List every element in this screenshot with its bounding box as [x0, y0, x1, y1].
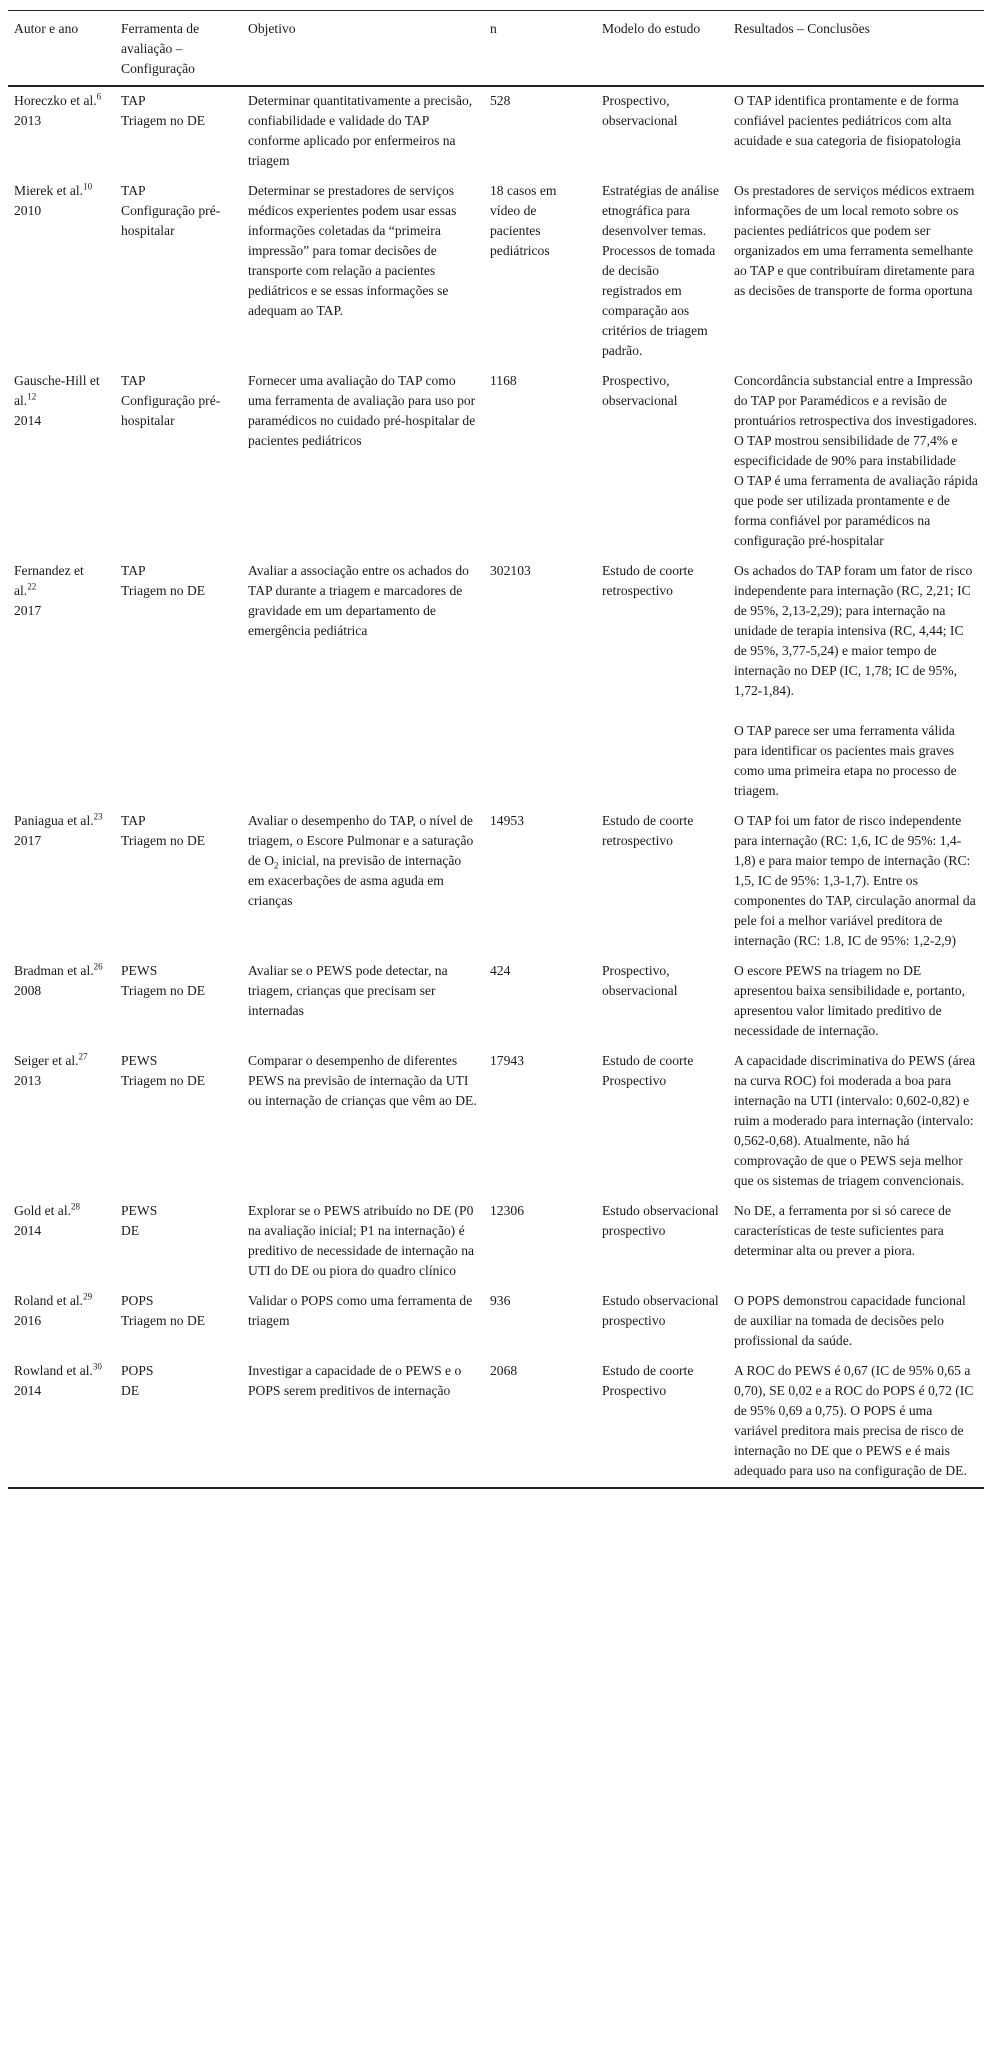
cell-n: 2068 — [484, 1357, 596, 1488]
cell-model: Estudo de coorte retrospectivo — [602, 813, 694, 848]
author-name: Mierek et al. — [14, 183, 84, 198]
cell-n: 12306 — [490, 1203, 524, 1218]
cell-author — [8, 86, 115, 177]
publication-year: 2017 — [14, 833, 42, 848]
author-name: Roland et al. — [14, 1293, 84, 1308]
cell-results: A capacidade discriminativa do PEWS (área na curva ROC) foi moderada a boa para internação na UTI (intervalo: 0,602-0,82) e ruim a moderado para internação (intervalo: 0,562-0,68). Atualmente, não há comprovação de que o PEWS seja melhor que os sistemas de triagem convencionais. — [734, 1053, 976, 1188]
publication-year: 2014 — [14, 1223, 42, 1238]
cell-objective: Comparar o desempenho de diferentes PEWS na previsão de internação da UTI ou internação de crianças que vêm ao DE. — [248, 1053, 477, 1108]
cell-results: O TAP identifica prontamente e de forma confiável pacientes pediátricos com alta acuidade e sua categoria de fisiopatologia — [734, 93, 961, 148]
header-row — [8, 11, 984, 87]
objective-text: Avaliar o desempenho do TAP, o nível de triagem, o Escore Pulmonar e a saturação de O — [248, 813, 474, 868]
table-row — [8, 1357, 984, 1488]
author-name: Fernandez et al. — [14, 563, 84, 598]
reference-number: 22 — [27, 581, 37, 592]
cell-objective: Fornecer uma avaliação do TAP como uma ferramenta de avaliação para uso por paramédicos no cuidado pré-hospitalar de pacientes pediátricos — [248, 373, 476, 448]
cell-author — [8, 1047, 115, 1197]
cell-n: 424 — [490, 963, 511, 978]
subscript-2: 2 — [274, 860, 279, 871]
cell-results: O escore PEWS na triagem no DE apresentou baixa sensibilidade e, portanto, apresentou valor limitado preditivo de necessidade de internação. — [734, 963, 966, 1038]
cell-n: 18 casos em vídeo de pacientes pediátricos — [490, 183, 557, 258]
author-name: Gold et al. — [14, 1203, 72, 1218]
cell-author — [8, 557, 115, 807]
author-name: Rowland et al. — [14, 1363, 93, 1378]
cell-results: Concordância substancial entre a Impressão do TAP por Paramédicos e a revisão de prontuários retrospectiva dos investigadores. O TAP mostrou sensibilidade de 77,4% e especificidade de 90% para instabilidade O TAP é uma ferramenta de avaliação rápida que pode ser utilizada prontamente e de forma confiável por paramédicos na configuração pré-hospitalar — [734, 373, 978, 548]
reference-number: 26 — [93, 961, 103, 972]
cell-objective: Validar o POPS como uma ferramenta de triagem — [248, 1293, 473, 1328]
cell-n: 1168 — [490, 373, 517, 388]
author-name: Seiger et al. — [14, 1053, 79, 1068]
cell-model: Estudo de coorte Prospectivo — [602, 1053, 694, 1088]
publication-year: 2017 — [14, 603, 42, 618]
cell-model: Prospectivo, observacional — [602, 373, 678, 408]
cell-author — [8, 807, 115, 957]
cell-tool: PEWS Triagem no DE — [121, 963, 206, 998]
reference-number: 27 — [78, 1051, 88, 1062]
cell-results: Os achados do TAP foram um fator de risco independente para internação (RC, 2,21; IC de 95%, 2,13-2,29); para internação na unidade de terapia intensiva (RC, 4,44; IC de 95%, 3,77-5,24) e maior tempo de internação no DEP (IC, 1,78; IC de 95%, 1,72-1,84). O TAP parece ser uma ferramenta válida para identificar os pacientes mais graves como uma primeira etapa no processo de triagem. — [734, 563, 973, 798]
cell-tool: POPS DE — [115, 1357, 242, 1488]
header-n: n — [484, 11, 596, 87]
cell-results: O TAP foi um fator de risco independente para internação (RC: 1,6, IC de 95%: 1,4-1,8) e para maior tempo de internação (RC: 1,5, IC de 95%: 1,3-1,7). Entre os componentes do TAP, circulação anormal da pele foi a melhor variável preditora de internação (RC: 1.8, IC de 95%: 1,2-2,9) — [734, 813, 976, 948]
cell-model: Estudo de coorte retrospectivo — [602, 563, 694, 598]
cell-results: O POPS demonstrou capacidade funcional de auxiliar na tomada de decisões pelo profissional da saúde. — [734, 1293, 966, 1348]
studies-table-container — [8, 10, 984, 1489]
table-row — [8, 177, 984, 367]
reference-number: 12 — [27, 391, 37, 402]
header-study-model: Modelo do estudo — [596, 11, 728, 87]
header-results: Resultados – Conclusões — [728, 11, 984, 87]
cell-tool: TAP Triagem no DE — [121, 813, 206, 848]
cell-objective: Avaliar a associação entre os achados do TAP durante a triagem e marcadores de gravidade em um departamento de emergência pediátrica — [248, 563, 469, 638]
reference-number: 23 — [93, 811, 103, 822]
author-name: Paniagua et al. — [14, 813, 94, 828]
table-row — [8, 367, 984, 557]
cell-n: 302103 — [490, 563, 531, 578]
cell-author — [8, 367, 115, 557]
cell-n: 528 — [490, 93, 511, 108]
reference-number: 30 — [92, 1361, 102, 1372]
header-tool: Ferramenta de avaliação – Configuração — [115, 11, 242, 87]
cell-tool: PEWS Triagem no DE — [121, 1053, 206, 1088]
publication-year: 2016 — [14, 1313, 42, 1328]
cell-tool: TAP Triagem no DE — [121, 93, 206, 128]
reference-number: 29 — [83, 1291, 93, 1302]
cell-tool: TAP Triagem no DE — [121, 563, 206, 598]
publication-year: 2008 — [14, 983, 42, 998]
cell-tool: TAP Configuração pré-hospitalar — [121, 373, 221, 428]
publication-year: 2013 — [14, 1073, 42, 1088]
cell-author — [8, 957, 115, 1047]
table-row — [8, 1047, 984, 1197]
cell-model: Prospectivo, observacional — [602, 963, 678, 998]
header-objective: Objetivo — [242, 11, 484, 87]
cell-model: Estudo de coorte Prospectivo — [596, 1357, 728, 1488]
cell-tool: PEWS DE — [121, 1203, 158, 1238]
table-row — [8, 86, 984, 177]
cell-author — [8, 1287, 115, 1357]
cell-n: 936 — [490, 1293, 511, 1308]
cell-results: A ROC do PEWS é 0,67 (IC de 95% 0,65 a 0,70), SE 0,02 e a ROC do POPS é 0,72 (IC de 95% 0,69 a 0,75). O POPS é uma variável preditora mais precisa de risco de internação no DE que o PEWS e é mais adequado para uso na configuração de DE. — [728, 1357, 984, 1488]
table-row — [8, 957, 984, 1047]
cell-model: Estudo observacional prospectivo — [602, 1203, 719, 1238]
reference-number: 28 — [71, 1201, 81, 1212]
cell-model: Estratégias de análise etnográfica para desenvolver temas. Processos de tomada de decisão registrados em comparação aos critérios de triagem padrão. — [602, 183, 720, 358]
table-row — [8, 807, 984, 957]
cell-objective: Determinar quantitativamente a precisão, confiabilidade e validade do TAP conforme aplicado por enfermeiros na triagem — [248, 93, 473, 168]
cell-objective — [242, 807, 484, 957]
cell-results: No DE, a ferramenta por si só carece de características de teste suficientes para determinar alta ou prever a piora. — [734, 1203, 952, 1258]
cell-author — [8, 1357, 115, 1488]
table-body — [8, 86, 984, 1488]
cell-objective: Investigar a capacidade de o PEWS e o POPS serem preditivos de internação — [242, 1357, 484, 1488]
header-author-year: Autor e ano — [8, 11, 115, 87]
objective-text-continued: inicial, na previsão de internação em exacerbações de asma aguda em crianças — [248, 853, 462, 908]
cell-author — [8, 1197, 115, 1287]
author-name: Bradman et al. — [14, 963, 94, 978]
cell-results: Os prestadores de serviços médicos extraem informações de um local remoto sobre os pacientes pediátricos que podem ser organizados em uma ferramenta semelhante ao TAP e que contribuíram diretamente para as decisões de transporte de forma oportuna — [734, 183, 975, 298]
publication-year: 2010 — [14, 203, 42, 218]
table-header — [8, 11, 984, 87]
author-name: Gausche-Hill et al. — [14, 373, 100, 408]
table-row — [8, 557, 984, 807]
cell-objective: Explorar se o PEWS atribuído no DE (P0 na avaliação inicial; P1 na internação) é preditivo de necessidade de internação na UTI do DE ou piora do quadro clínico — [248, 1203, 475, 1278]
studies-table — [8, 10, 984, 1489]
cell-model: Prospectivo, observacional — [602, 93, 678, 128]
publication-year: 2013 — [14, 113, 42, 128]
cell-objective: Avaliar se o PEWS pode detectar, na triagem, crianças que precisam ser internadas — [248, 963, 448, 1018]
table-row — [8, 1287, 984, 1357]
publication-year: 2014 — [14, 413, 42, 428]
table-row — [8, 1197, 984, 1287]
cell-n: 17943 — [490, 1053, 524, 1068]
cell-objective: Determinar se prestadores de serviços médicos experientes podem usar essas informações coletadas da “primeira impressão” para tomar decisões de transporte com relação a pacientes pediátricos e se essas informações se adequam ao TAP. — [248, 183, 457, 318]
cell-model: Estudo observacional prospectivo — [602, 1293, 719, 1328]
cell-tool: TAP Configuração pré-hospitalar — [121, 183, 221, 238]
author-name: Horeczko et al. — [14, 93, 97, 108]
cell-tool: POPS Triagem no DE — [121, 1293, 206, 1328]
reference-number: 6 — [96, 91, 102, 102]
reference-number: 10 — [83, 181, 93, 192]
cell-n: 14953 — [490, 813, 524, 828]
publication-year: 2014 — [14, 1383, 42, 1398]
cell-author — [8, 177, 115, 367]
